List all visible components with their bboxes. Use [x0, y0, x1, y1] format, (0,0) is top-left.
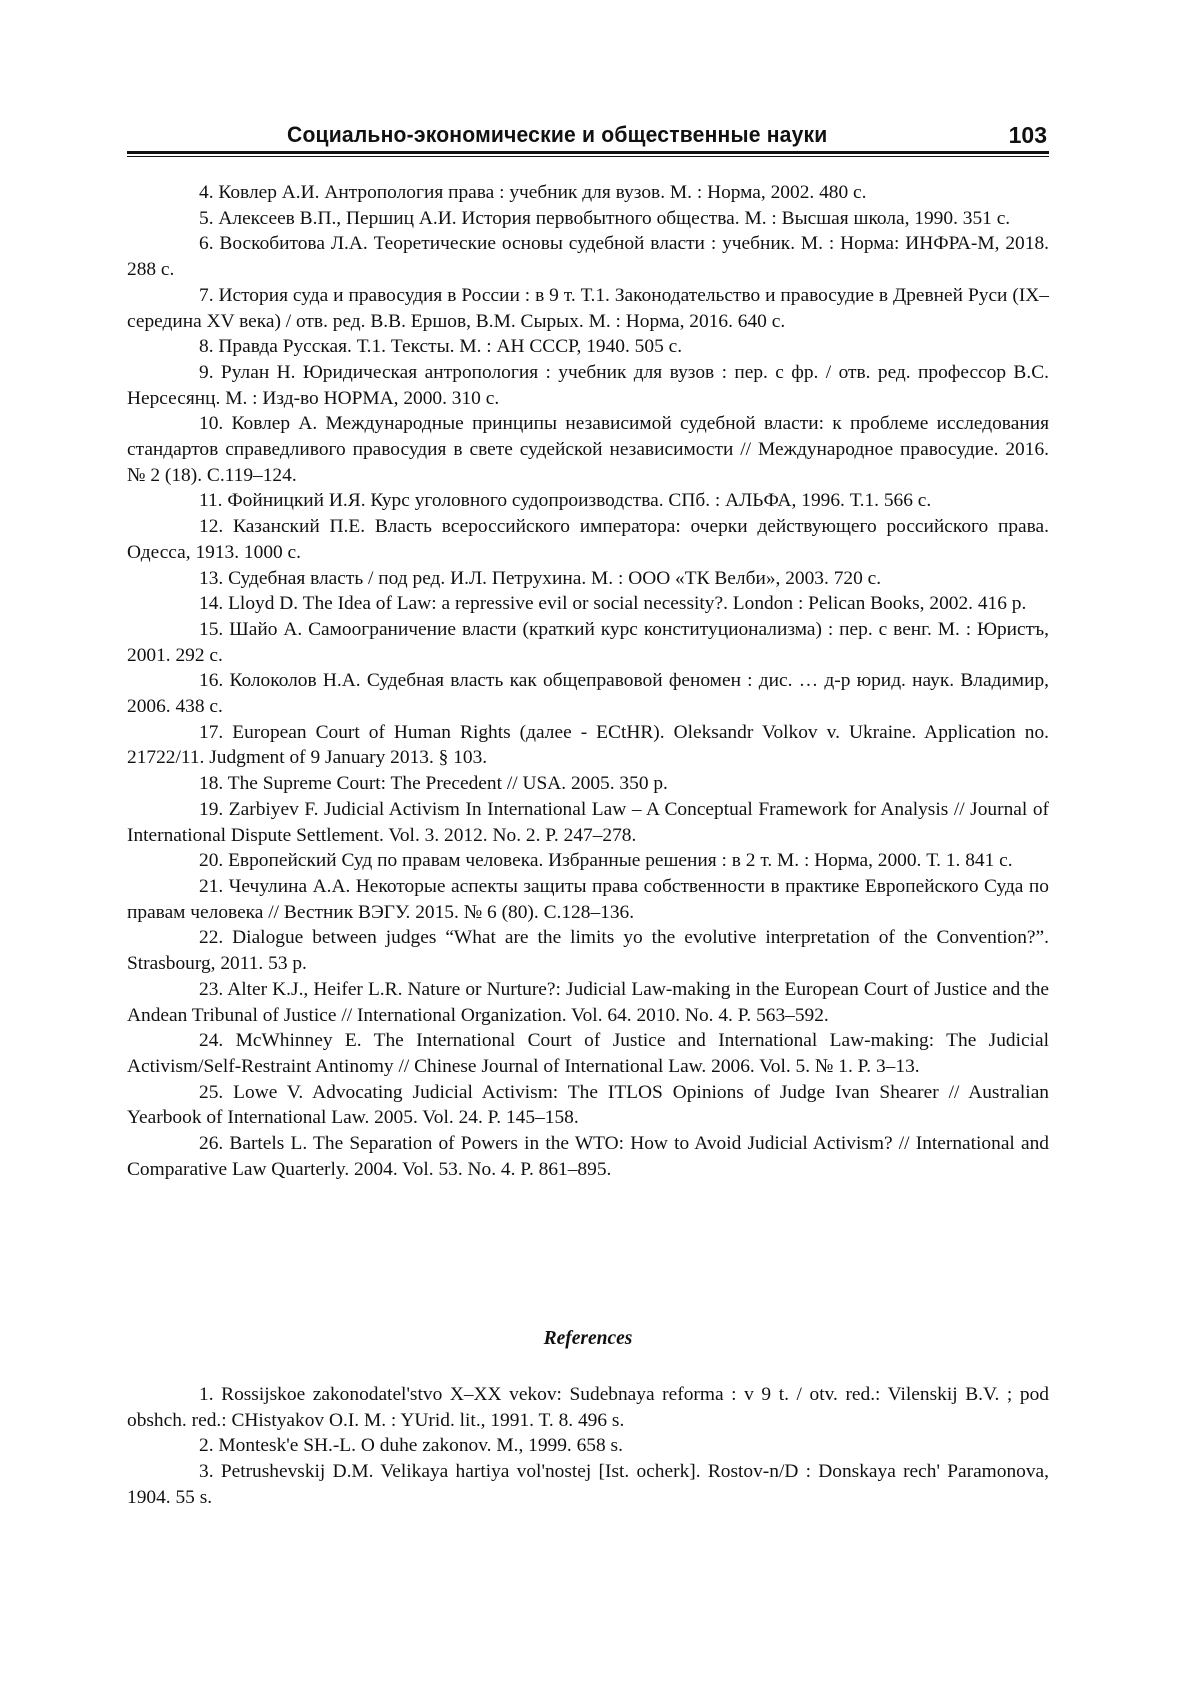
bibliography-list	[127, 180, 1049, 1182]
reference-entry: 2. Montesk'e SH.-L. O duhe zakonov. M., 1999. 658 s.	[199, 1435, 623, 1457]
section-title: Социально-экономические и общественные науки	[287, 122, 828, 147]
bibliography-entry: 15. Шайо А. Самоограничение власти (краткий курс конституционализма) : пер. с венг. М. : Юристъ, 2001. 292 с.	[127, 618, 1049, 666]
bibliography-entry: 13. Судебная власть / под ред. И.Л. Петрухина. М. : ООО «ТК Велби», 2003. 720 с.	[199, 567, 882, 589]
bibliography-entry: 18. The Supreme Court: The Precedent // USA. 2005. 350 p.	[199, 773, 668, 795]
references-list	[127, 1382, 1049, 1511]
bibliography-entry: 25. Lowe V. Advocating Judicial Activism: The ITLOS Opinions of Judge Ivan Shearer // Australian Yearbook of International Law. 2005. Vol. 24. P. 145–158.	[127, 1081, 1049, 1129]
header-rule-thin	[127, 156, 1049, 157]
bibliography-entry: 12. Казанский П.Е. Власть всероссийского императора: очерки действующего российского права. Одесса, 1913. 1000 с.	[127, 516, 1049, 563]
bibliography-entry: 6. Воскобитова Л.А. Теоретические основы судебной власти : учебник. М. : Норма: ИНФРА-М, 2018. 288 с.	[127, 233, 1049, 281]
page-number: 103	[1008, 122, 1047, 148]
reference-entry: 3. Petrushevskij D.M. Velikaya hartiya vol'nostej [Ist. ocherk]. Rostov-n/D : Donskaya rech' Paramonova, 1904. 55 s.	[127, 1461, 1049, 1508]
bibliography-entry: 23. Alter K.J., Heifer L.R. Nature or Nurture?: Judicial Law-making in the European Court of Justice and the Andean Tribunal of Justice // International Organization. Vol. 64. 2010. No. 4. P. 563–592.	[127, 978, 1049, 1026]
bibliography-entry: 14. Lloyd D. The Idea of Law: a repressive evil or social necessity?. London : Pelican Books, 2002. 416 p.	[199, 593, 1027, 615]
bibliography-entry: 8. Правда Русская. Т.1. Тексты. М. : АН СССР, 1940. 505 с.	[199, 336, 683, 358]
bibliography-entry: 4. Ковлер А.И. Антропология права : учебник для вузов. М. : Норма, 2002. 480 с.	[199, 182, 867, 203]
bibliography-entry: 7. История суда и правосудия в России : в 9 т. Т.1. Законодательство и правосудие в Древней Руси (IX– середина XV века) / отв. ред. В.В. Ершов, В.М. Сырых. М. : Норма, 2016. 640 с.	[127, 284, 1049, 332]
bibliography-entry: 10. Ковлер А. Международные принципы независимой судебной власти: к проблеме исследования стандартов справедливого правосудия в свете судейской независимости // Международное правосудие. 2016. № 2 (18). С.119–124.	[127, 413, 1049, 486]
bibliography-entry: 24. McWhinney E. The International Court of Justice and International Law-making: The Judicial Activism/Self-Restraint Antinomy // Chinese Journal of International Law. 2006. Vol. 5. № 1. P. 3–13.	[127, 1030, 1049, 1077]
bibliography-entry: 22. Dialogue between judges “What are the limits yo the evolutive interpretation of the Convention?”. Strasbourg, 2011. 53 p.	[127, 927, 1049, 975]
reference-entry: 1. Rossijskoe zakonodatel'stvo X–XX vekov: Sudebnaya reforma : v 9 t. / otv. red.: Vilenskij B.V. ; pod obshch. red.: CHistyakov O.I. M. : YUrid. lit., 1991. T. 8. 496 s.	[127, 1384, 1049, 1431]
bibliography-entry: 9. Рулан Н. Юридическая антропология : учебник для вузов : пер. с фр. / отв. ред. профессор В.С. Нерсесянц. М. : Изд-во НОРМА, 2000. 310 с.	[127, 361, 1049, 409]
bibliography-entry: 11. Фойницкий И.Я. Курс уголовного судопроизводства. СПб. : АЛЬФА, 1996. Т.1. 566 с.	[199, 490, 932, 512]
bibliography-entry: 20. Европейский Суд по правам человека. Избранные решения : в 2 т. М. : Норма, 2000. Т. 1. 841 с.	[199, 850, 1013, 872]
bibliography-entry: 19. Zarbiyev F. Judicial Activism In International Law – A Conceptual Framework for Analysis // Journal of International Dispute Settlement. Vol. 3. 2012. No. 2. P. 247–278.	[127, 798, 1049, 846]
bibliography-entry: 17. European Court of Human Rights (далее - ECtHR). Oleksandr Volkov v. Ukraine. Application no. 21722/11. Judgment of 9 January 2013. § 103.	[127, 721, 1049, 769]
header-rule-thick	[127, 151, 1049, 154]
running-header	[127, 122, 1049, 158]
bibliography-entry: 16. Колоколов Н.А. Судебная власть как общеправовой феномен : дис. … д-р юрид. наук. Владимир, 2006. 438 с.	[127, 670, 1049, 718]
bibliography-entry: 21. Чечулина А.А. Некоторые аспекты защиты права собственности в практике Европейского Суда по правам человека // Вестник ВЭГУ. 2015. № 6 (80). С.128–136.	[127, 875, 1049, 923]
references-heading: References	[543, 1328, 633, 1349]
bibliography-entry: 26. Bartels L. The Separation of Powers in the WTO: How to Avoid Judicial Activism? // International and Comparative Law Quarterly. 2004. Vol. 53. No. 4. P. 861–895.	[127, 1133, 1049, 1180]
bibliography-entry: 5. Алексеев В.П., Першиц А.И. История первобытного общества. М. : Высшая школа, 1990. 351 с.	[199, 207, 1011, 229]
